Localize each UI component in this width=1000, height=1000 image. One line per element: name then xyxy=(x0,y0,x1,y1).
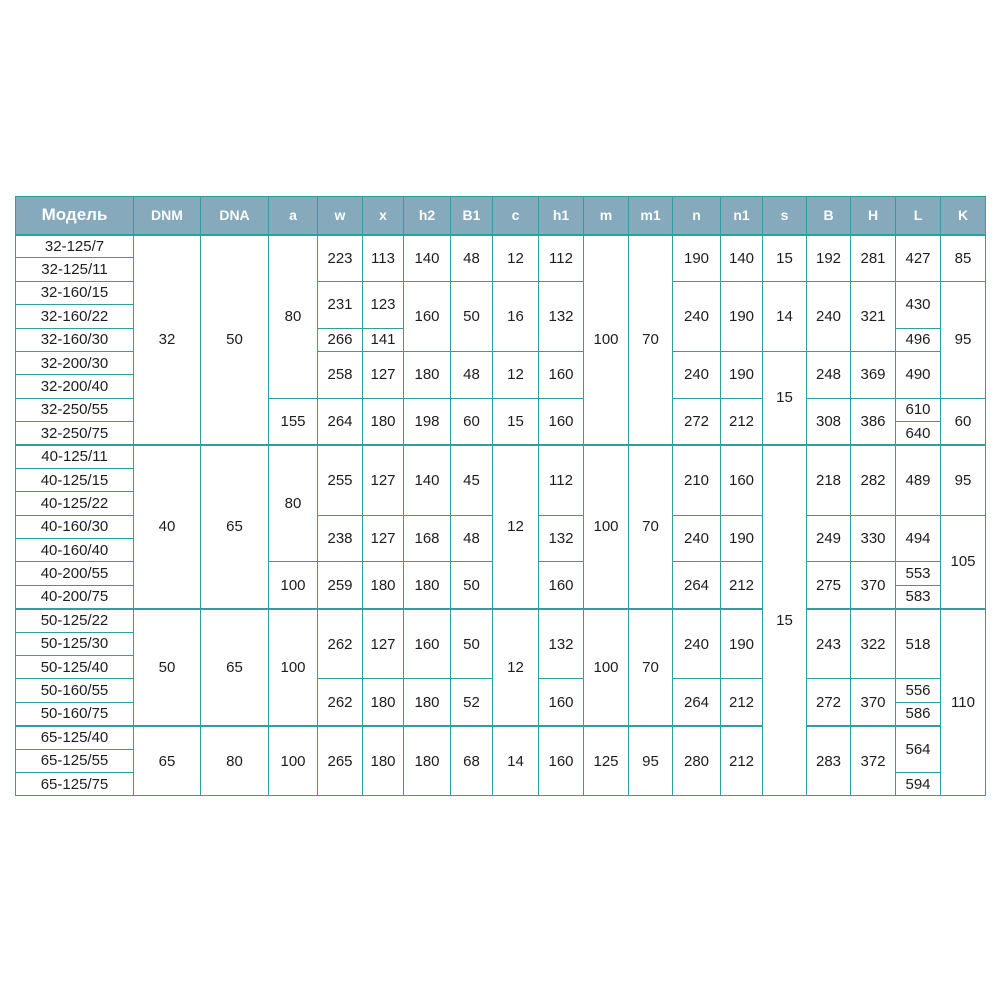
value-cell-w: 264 xyxy=(318,398,363,445)
model-cell: 40-125/22 xyxy=(16,492,134,515)
table-row xyxy=(16,726,986,749)
value-cell-w: 265 xyxy=(318,726,363,796)
value-cell-w: 262 xyxy=(318,679,363,726)
value-cell-h1: 132 xyxy=(539,609,584,679)
value-cell-w: 258 xyxy=(318,351,363,398)
value-cell-l: 427 xyxy=(896,235,941,282)
value-cell-b: 283 xyxy=(807,726,851,796)
table-row xyxy=(16,609,986,632)
column-header-a: a xyxy=(269,197,318,235)
value-cell-h: 282 xyxy=(851,445,896,515)
value-cell-x: 127 xyxy=(363,609,404,679)
column-header-b1: B1 xyxy=(451,197,493,235)
value-cell-l: 496 xyxy=(896,328,941,351)
value-cell-h1: 160 xyxy=(539,351,584,398)
value-cell-l: 489 xyxy=(896,445,941,515)
value-cell-x: 123 xyxy=(363,281,404,328)
value-cell-c: 12 xyxy=(493,445,539,609)
value-cell-n1: 190 xyxy=(721,281,763,351)
pump-dimensions-table-wrap xyxy=(15,196,985,796)
value-cell-l: 494 xyxy=(896,515,941,562)
column-header-model: Модель xyxy=(16,197,134,235)
column-header-b: B xyxy=(807,197,851,235)
value-cell-s: 14 xyxy=(763,281,807,351)
value-cell-a: 100 xyxy=(269,609,318,726)
value-cell-c: 12 xyxy=(493,609,539,726)
model-cell: 40-200/75 xyxy=(16,585,134,608)
value-cell-w: 262 xyxy=(318,609,363,679)
value-cell-dna: 65 xyxy=(201,609,269,726)
value-cell-a: 100 xyxy=(269,726,318,796)
model-cell: 50-125/40 xyxy=(16,656,134,679)
model-cell: 40-125/11 xyxy=(16,445,134,468)
value-cell-a: 80 xyxy=(269,445,318,562)
value-cell-h2: 198 xyxy=(404,398,451,445)
value-cell-n: 240 xyxy=(673,609,721,679)
value-cell-b1: 68 xyxy=(451,726,493,796)
value-cell-w: 259 xyxy=(318,562,363,609)
value-cell-n1: 190 xyxy=(721,351,763,398)
value-cell-x: 180 xyxy=(363,726,404,796)
value-cell-h2: 160 xyxy=(404,609,451,679)
model-cell: 32-125/11 xyxy=(16,258,134,281)
value-cell-x: 113 xyxy=(363,235,404,282)
value-cell-n1: 190 xyxy=(721,609,763,679)
value-cell-h2: 140 xyxy=(404,235,451,282)
value-cell-w: 266 xyxy=(318,328,363,351)
value-cell-h: 322 xyxy=(851,609,896,679)
value-cell-h1: 132 xyxy=(539,515,584,562)
model-cell: 65-125/75 xyxy=(16,772,134,795)
value-cell-x: 127 xyxy=(363,515,404,562)
value-cell-l: 640 xyxy=(896,422,941,445)
column-header-dna: DNA xyxy=(201,197,269,235)
value-cell-a: 80 xyxy=(269,235,318,399)
value-cell-k: 95 xyxy=(941,445,986,515)
value-cell-l: 586 xyxy=(896,702,941,725)
value-cell-h: 369 xyxy=(851,351,896,398)
value-cell-k: 85 xyxy=(941,235,986,282)
value-cell-b: 192 xyxy=(807,235,851,282)
value-cell-x: 180 xyxy=(363,398,404,445)
value-cell-n1: 212 xyxy=(721,679,763,726)
value-cell-h2: 140 xyxy=(404,445,451,515)
value-cell-x: 180 xyxy=(363,679,404,726)
value-cell-l: 594 xyxy=(896,772,941,795)
value-cell-n: 240 xyxy=(673,281,721,351)
value-cell-dnm: 32 xyxy=(134,235,201,446)
value-cell-h: 372 xyxy=(851,726,896,796)
value-cell-l: 490 xyxy=(896,351,941,398)
value-cell-b1: 48 xyxy=(451,351,493,398)
value-cell-h2: 180 xyxy=(404,726,451,796)
value-cell-b: 308 xyxy=(807,398,851,445)
value-cell-x: 127 xyxy=(363,351,404,398)
value-cell-l: 610 xyxy=(896,398,941,421)
value-cell-c: 14 xyxy=(493,726,539,796)
value-cell-n: 280 xyxy=(673,726,721,796)
model-cell: 40-200/55 xyxy=(16,562,134,585)
value-cell-n1: 212 xyxy=(721,562,763,609)
column-header-k: K xyxy=(941,197,986,235)
value-cell-h: 386 xyxy=(851,398,896,445)
value-cell-b1: 52 xyxy=(451,679,493,726)
value-cell-b: 272 xyxy=(807,679,851,726)
value-cell-dnm: 65 xyxy=(134,726,201,796)
value-cell-c: 12 xyxy=(493,235,539,282)
model-cell: 40-125/15 xyxy=(16,468,134,491)
value-cell-dnm: 50 xyxy=(134,609,201,726)
value-cell-s: 15 xyxy=(763,445,807,796)
value-cell-a: 100 xyxy=(269,562,318,609)
model-cell: 65-125/40 xyxy=(16,726,134,749)
column-header-s: s xyxy=(763,197,807,235)
value-cell-s: 15 xyxy=(763,351,807,445)
model-cell: 32-160/30 xyxy=(16,328,134,351)
value-cell-n1: 212 xyxy=(721,398,763,445)
table-header xyxy=(16,197,986,235)
value-cell-n: 210 xyxy=(673,445,721,515)
value-cell-b: 249 xyxy=(807,515,851,562)
model-cell: 50-160/55 xyxy=(16,679,134,702)
value-cell-m1: 70 xyxy=(629,609,673,726)
model-cell: 32-250/55 xyxy=(16,398,134,421)
value-cell-n: 190 xyxy=(673,235,721,282)
value-cell-w: 223 xyxy=(318,235,363,282)
value-cell-l: 564 xyxy=(896,726,941,773)
column-header-h1: h1 xyxy=(539,197,584,235)
value-cell-s: 15 xyxy=(763,235,807,282)
value-cell-h1: 112 xyxy=(539,235,584,282)
value-cell-n1: 190 xyxy=(721,515,763,562)
value-cell-n: 240 xyxy=(673,351,721,398)
value-cell-c: 12 xyxy=(493,351,539,398)
model-cell: 50-125/22 xyxy=(16,609,134,632)
value-cell-m: 100 xyxy=(584,609,629,726)
value-cell-b: 218 xyxy=(807,445,851,515)
value-cell-m: 100 xyxy=(584,235,629,446)
value-cell-c: 15 xyxy=(493,398,539,445)
pump-dimensions-table xyxy=(15,196,986,796)
value-cell-h2: 168 xyxy=(404,515,451,562)
column-header-l: L xyxy=(896,197,941,235)
column-header-m1: m1 xyxy=(629,197,673,235)
value-cell-k: 95 xyxy=(941,281,986,398)
value-cell-b1: 50 xyxy=(451,281,493,351)
value-cell-b: 248 xyxy=(807,351,851,398)
value-cell-h1: 112 xyxy=(539,445,584,515)
value-cell-h1: 160 xyxy=(539,726,584,796)
column-header-c: c xyxy=(493,197,539,235)
model-cell: 50-125/30 xyxy=(16,632,134,655)
value-cell-n: 272 xyxy=(673,398,721,445)
column-header-m: m xyxy=(584,197,629,235)
value-cell-l: 553 xyxy=(896,562,941,585)
value-cell-k: 60 xyxy=(941,398,986,445)
model-cell: 32-125/7 xyxy=(16,235,134,258)
value-cell-w: 255 xyxy=(318,445,363,515)
value-cell-h: 370 xyxy=(851,562,896,609)
column-header-dnm: DNM xyxy=(134,197,201,235)
value-cell-dna: 50 xyxy=(201,235,269,446)
model-cell: 40-160/40 xyxy=(16,539,134,562)
value-cell-m1: 70 xyxy=(629,445,673,609)
value-cell-h2: 180 xyxy=(404,562,451,609)
value-cell-b: 243 xyxy=(807,609,851,679)
value-cell-h: 281 xyxy=(851,235,896,282)
value-cell-w: 231 xyxy=(318,281,363,328)
value-cell-h: 370 xyxy=(851,679,896,726)
value-cell-h: 330 xyxy=(851,515,896,562)
table-header-row xyxy=(16,197,986,235)
value-cell-h2: 180 xyxy=(404,679,451,726)
value-cell-dnm: 40 xyxy=(134,445,201,609)
value-cell-b1: 45 xyxy=(451,445,493,515)
value-cell-b1: 50 xyxy=(451,562,493,609)
model-cell: 65-125/55 xyxy=(16,749,134,772)
value-cell-w: 238 xyxy=(318,515,363,562)
value-cell-dna: 80 xyxy=(201,726,269,796)
value-cell-x: 141 xyxy=(363,328,404,351)
value-cell-b: 275 xyxy=(807,562,851,609)
value-cell-b: 240 xyxy=(807,281,851,351)
column-header-h2: h2 xyxy=(404,197,451,235)
model-cell: 32-250/75 xyxy=(16,422,134,445)
value-cell-h2: 180 xyxy=(404,351,451,398)
value-cell-n1: 212 xyxy=(721,726,763,796)
value-cell-m1: 70 xyxy=(629,235,673,446)
table-row xyxy=(16,235,986,258)
value-cell-dna: 65 xyxy=(201,445,269,609)
value-cell-n: 240 xyxy=(673,515,721,562)
value-cell-b1: 48 xyxy=(451,515,493,562)
value-cell-n1: 160 xyxy=(721,445,763,515)
column-header-n: n xyxy=(673,197,721,235)
table-row xyxy=(16,445,986,468)
value-cell-x: 127 xyxy=(363,445,404,515)
column-header-h: H xyxy=(851,197,896,235)
value-cell-l: 430 xyxy=(896,281,941,328)
value-cell-n1: 140 xyxy=(721,235,763,282)
value-cell-b1: 50 xyxy=(451,609,493,679)
value-cell-n: 264 xyxy=(673,562,721,609)
value-cell-h1: 132 xyxy=(539,281,584,351)
value-cell-h2: 160 xyxy=(404,281,451,351)
column-header-w: w xyxy=(318,197,363,235)
value-cell-c: 16 xyxy=(493,281,539,351)
column-header-x: x xyxy=(363,197,404,235)
value-cell-h1: 160 xyxy=(539,562,584,609)
value-cell-m: 125 xyxy=(584,726,629,796)
value-cell-x: 180 xyxy=(363,562,404,609)
value-cell-h1: 160 xyxy=(539,679,584,726)
value-cell-l: 556 xyxy=(896,679,941,702)
value-cell-m: 100 xyxy=(584,445,629,609)
model-cell: 32-160/22 xyxy=(16,305,134,328)
value-cell-m1: 95 xyxy=(629,726,673,796)
value-cell-b1: 60 xyxy=(451,398,493,445)
value-cell-l: 518 xyxy=(896,609,941,679)
model-cell: 40-160/30 xyxy=(16,515,134,538)
value-cell-l: 583 xyxy=(896,585,941,608)
value-cell-b1: 48 xyxy=(451,235,493,282)
model-cell: 50-160/75 xyxy=(16,702,134,725)
column-header-n1: n1 xyxy=(721,197,763,235)
value-cell-h: 321 xyxy=(851,281,896,351)
model-cell: 32-200/40 xyxy=(16,375,134,398)
model-cell: 32-160/15 xyxy=(16,281,134,304)
model-cell: 32-200/30 xyxy=(16,351,134,374)
value-cell-a: 155 xyxy=(269,398,318,445)
table-body xyxy=(16,235,986,796)
value-cell-h1: 160 xyxy=(539,398,584,445)
value-cell-k: 105 xyxy=(941,515,986,609)
value-cell-n: 264 xyxy=(673,679,721,726)
value-cell-k: 110 xyxy=(941,609,986,796)
